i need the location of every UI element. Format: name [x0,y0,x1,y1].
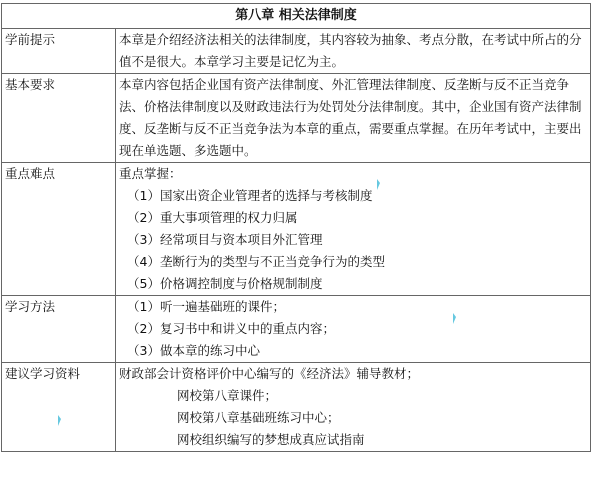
row-label-method: 学习方法 [2,296,116,363]
list-item: （2）复习书中和讲义中的重点内容； [127,321,335,336]
list-item: （2）重大事项管理的权力归属 [127,210,298,225]
list-item: （5）价格调控制度与价格规制制度 [127,276,323,291]
chapter-table [1,3,591,452]
decorative-mark [57,414,61,426]
row-content-requirements [116,74,591,163]
table-row [2,363,591,452]
list-item: 网校第八章基础班练习中心； [177,410,340,425]
row-label-materials: 建议学习资料 [2,363,116,452]
list-item: （4）垄断行为的类型与不正当竞争行为的类型 [127,254,385,269]
intro-text: 本章是介绍经济法相关的法律制度，其内容较为抽象、考点分散，在考试中所占的分值不是很大。本章学习主要是记忆为主。 [119,32,582,69]
list-item: （3）做本章的练习中心 [127,343,260,358]
list-item: （1）听一遍基础班的课件； [127,299,285,314]
chapter-title: 第八章 相关法律制度 [2,4,591,29]
row-label-key-points: 重点难点 [2,163,116,296]
key-points-heading: 重点掌握： [119,166,182,181]
row-content-intro [116,29,591,74]
requirements-text: 本章内容包括企业国有资产法律制度、外汇管理法律制度、反垄断与反不正当竞争法、价格法律制度以及财政违法行为处罚处分法律制度。其中，企业国有资产法律制度、反垄断与反不正当竞争法为本章的重点，需要重点掌握。在历年考试中，主要出现在单选题、多选题中。 [119,77,582,158]
list-item: 网校组织编写的梦想成真应试指南 [177,432,365,447]
row-label-requirements: 基本要求 [2,74,116,163]
row-label-intro: 学前提示 [2,29,116,74]
decorative-mark [376,178,380,190]
decorative-mark [452,312,456,324]
row-content-key-points [116,163,591,296]
row-content-materials [116,363,591,452]
materials-heading: 财政部会计资格评价中心编写的《经济法》辅导教材； [119,366,420,381]
table-row [2,29,591,74]
list-item: （1）国家出资企业管理者的选择与考核制度 [127,188,373,203]
table-row [2,74,591,163]
title-row [2,4,591,29]
list-item: 网校第八章课件； [177,388,278,403]
table-row [2,163,591,296]
table-row [2,296,591,363]
row-content-method [116,296,591,363]
list-item: （3）经常项目与资本项目外汇管理 [127,232,323,247]
